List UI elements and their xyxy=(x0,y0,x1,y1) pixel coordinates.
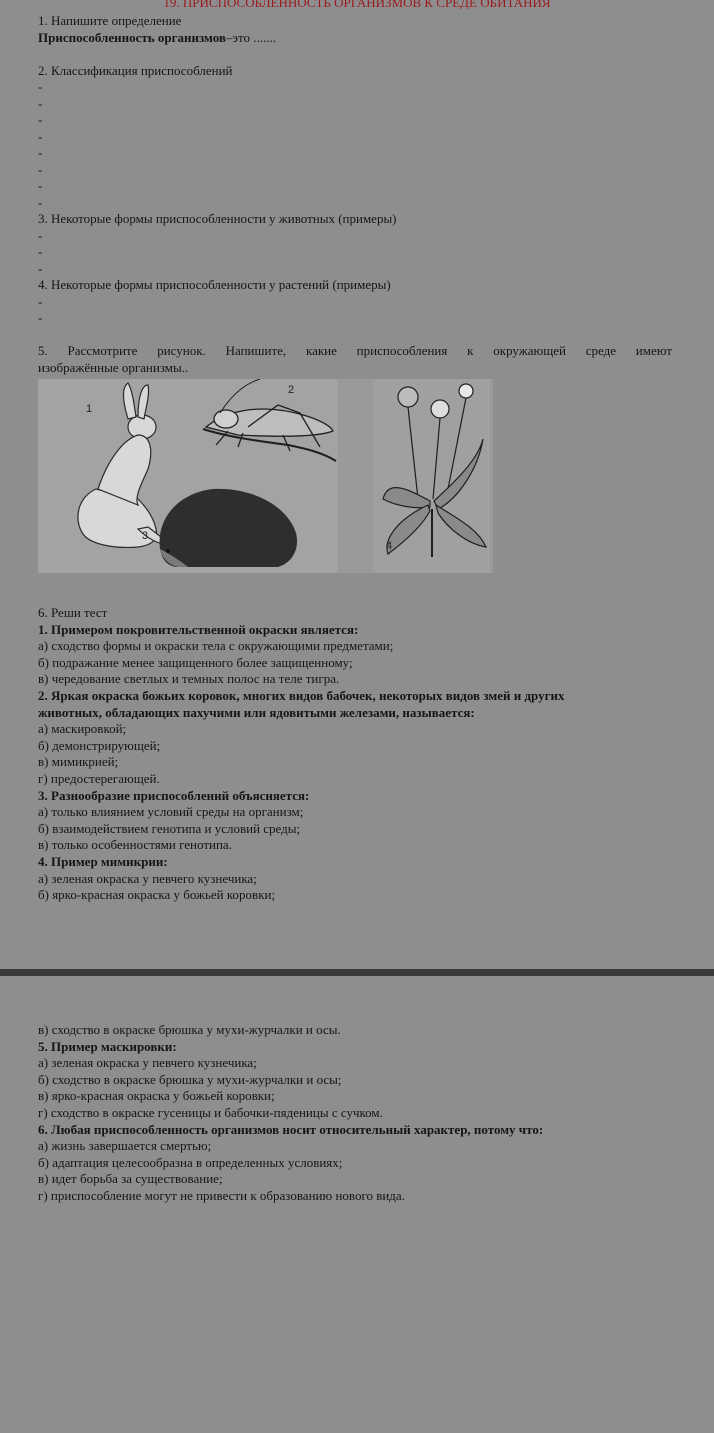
q5-text-line-1: 5. Рассмотрите рисунок. Напишите, какие приспособления к окружающей среде имеют xyxy=(38,343,672,358)
test-question-5: 5. Пример маскировки: xyxy=(38,1038,177,1054)
test-question-1: 1. Примером покровительственной окраски является: xyxy=(38,621,359,637)
answer-dash: - xyxy=(38,145,43,160)
answer-dash: - xyxy=(38,194,43,210)
figure-label-4: 4 xyxy=(386,540,393,552)
definition-term: Приспособленность организмов xyxy=(38,29,226,45)
test-section xyxy=(38,605,678,904)
answer-option: б) подражание менее защищенного более защищенному; xyxy=(38,654,353,670)
definition-blank: –это ....... xyxy=(225,29,276,45)
answer-option: в) чередование светлых и темных полос на теле тигра. xyxy=(38,671,340,687)
organisms-figure xyxy=(38,379,493,573)
answer-dash: - xyxy=(38,128,43,144)
test-question-2-line-2: животных, обладающих пахучими или ядовитыми железами, называется: xyxy=(38,704,475,720)
answer-option: а) сходство формы и окраски тела с окружающими предметами; xyxy=(38,638,394,654)
answer-dash: - xyxy=(38,112,43,127)
answer-option: б) ярко-красная окраска у божьей коровки; xyxy=(38,887,276,903)
answer-dash: - xyxy=(38,95,43,111)
test-question-4: 4. Пример мимикрии: xyxy=(38,853,168,869)
answer-option: в) идет борьба за существование; xyxy=(38,1171,223,1187)
answer-option: а) жизнь завершается смертью; xyxy=(38,1138,212,1154)
answer-option: в) мимикрией; xyxy=(38,754,119,770)
q1-heading: 1. Напишите определение xyxy=(38,13,182,28)
figure-label-2: 2 xyxy=(288,384,295,396)
answer-dash: - xyxy=(38,161,43,177)
answer-option: б) взаимодействием генотипа и условий среды; xyxy=(38,820,301,836)
answer-option: г) предостерегающей. xyxy=(38,770,160,786)
answer-dash: - xyxy=(38,227,43,243)
page-title: 19. ПРИСПОСОБЛЕННОСТЬ ОРГАНИЗМОВ К СРЕДЕ ОБИТАНИЯ xyxy=(163,0,551,10)
answer-option: а) зеленая окраска у певчего кузнечика; xyxy=(38,870,257,886)
answer-option: а) только влиянием условий среды на организм; xyxy=(38,804,304,820)
answer-option: в) сходство в окраске брюшка у мухи-журчалки и осы. xyxy=(38,1022,341,1037)
q2-heading: 2. Классификация приспособлений xyxy=(38,62,233,78)
answer-option: г) сходство в окраске гусеницы и бабочки-пяденицы с сучком. xyxy=(38,1104,383,1120)
answer-option: б) адаптация целесообразна в определенных условиях; xyxy=(38,1154,343,1170)
q1-definition xyxy=(38,30,672,47)
q3-heading: 3. Некоторые формы приспособленности у животных (примеры) xyxy=(38,211,397,226)
answer-dash: - xyxy=(38,79,43,94)
page-separator xyxy=(0,969,714,976)
figure-label-3: 3 xyxy=(142,530,149,542)
organisms-illustration xyxy=(38,379,493,573)
answer-dash: - xyxy=(38,260,43,276)
answer-dash: - xyxy=(38,293,43,309)
answer-dash: - xyxy=(38,178,43,193)
answer-option: а) зеленая окраска у певчего кузнечика; xyxy=(38,1055,257,1071)
answer-option: в) только особенностями генотипа. xyxy=(38,837,232,853)
q4-heading: 4. Некоторые формы приспособленности у растений (примеры) xyxy=(38,277,391,292)
answer-option: б) сходство в окраске брюшка у мухи-журчалки и осы; xyxy=(38,1071,342,1087)
answer-dash: - xyxy=(38,244,43,259)
figure-label-1: 1 xyxy=(86,403,93,415)
test-heading: 6. Реши тест xyxy=(38,605,108,620)
q5-text-line-2: изображённые организмы.. xyxy=(38,359,189,375)
answer-option: г) приспособление могут не привести к образованию нового вида. xyxy=(38,1187,405,1203)
answer-option: в) ярко-красная окраска у божьей коровки; xyxy=(38,1088,275,1104)
answer-option: а) маскировкой; xyxy=(38,721,127,737)
test-question-6: 6. Любая приспособленность организмов носит относительный характер, потому что: xyxy=(38,1121,544,1137)
worksheet-part-1 xyxy=(38,13,672,376)
worksheet-part-2 xyxy=(38,1022,678,1205)
test-question-2-line-1: 2. Яркая окраска божьих коровок, многих видов бабочек, некоторых видов змей и других xyxy=(38,687,565,703)
test-question-3: 3. Разнообразие приспособлений объясняется: xyxy=(38,787,310,803)
answer-option: б) демонстрирующей; xyxy=(38,737,161,753)
answer-dash: - xyxy=(38,310,43,325)
